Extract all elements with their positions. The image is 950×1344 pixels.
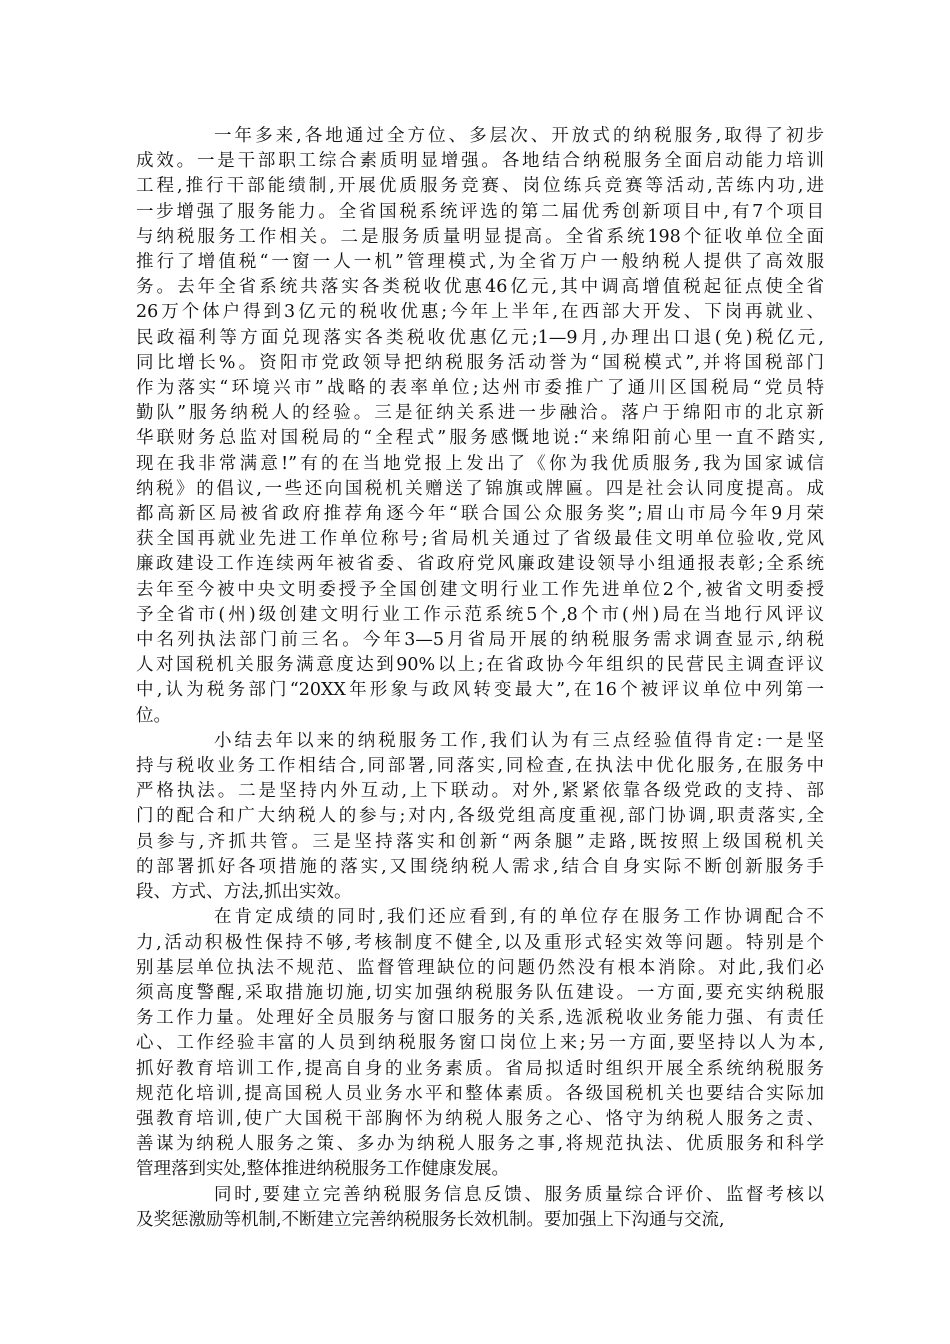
paragraph-line: 及奖惩激励等机制,不断建立完善纳税服务长效机制。要加强上下沟通与交流,	[136, 1209, 725, 1230]
paragraph-line: 26万个体户得到3亿元的税收优惠;今年上半年,在西部大开发、下岗再就业、	[136, 302, 824, 323]
paragraph-line: 员参与,齐抓共管。三是坚持落实和创新“两条腿”走路,既按照上级国税机关	[136, 831, 824, 852]
paragraph-line: 工程,推行干部能绩制,开展优质服务竞赛、岗位练兵竞赛等活动,苦练内功,进	[136, 176, 824, 197]
paragraph-3	[136, 905, 824, 1182]
paragraph-line: 人对国税机关服务满意度达到90%以上;在省政协今年组织的民营民主调查评议	[136, 655, 824, 676]
paragraph-line: 规范化培训,提高国税人员业务水平和整体素质。各级国税机关也要结合实际加	[136, 1083, 824, 1104]
paragraph-4	[136, 1183, 824, 1233]
paragraph-line: 获全国再就业先进工作单位称号;省局机关通过了省级最佳文明单位验收,党风	[136, 529, 824, 550]
paragraph-line: 心、工作经验丰富的人员到纳税服务窗口岗位上来;另一方面,要坚持以人为本,	[136, 1033, 824, 1054]
paragraph-line: 务。去年全省系统共落实各类税收优惠46亿元,其中调高增值税起征点使全省	[136, 277, 824, 298]
paragraph-line: 都高新区局被省政府推荐角逐今年“联合国公众服务奖”;眉山市局今年9月荣	[136, 504, 824, 525]
paragraph-line: 管理落到实处,整体推进纳税服务工作健康发展。	[136, 1159, 510, 1180]
paragraph-line: 严格执法。二是坚持内外互动,上下联动。对外,紧紧依靠各级党政的支持、部	[136, 781, 824, 802]
paragraph-line: 别基层单位执法不规范、监督管理缺位的问题仍然没有根本消除。对此,我们必	[136, 957, 824, 978]
paragraph-line: 现在我非常满意!”有的在当地党报上发出了《你为我优质服务,我为国家诚信	[136, 453, 824, 474]
document-page	[136, 124, 824, 1233]
paragraph-line: 力,活动积极性保持不够,考核制度不健全,以及重形式轻实效等问题。特别是个	[136, 932, 824, 953]
paragraph-line: 华联财务总监对国税局的“全程式”服务感慨地说:“来绵阳前心里一直不踏实,	[136, 428, 824, 449]
paragraph-line: 与纳税服务工作相关。二是服务质量明显提高。全省系统198个征收单位全面	[136, 226, 824, 247]
paragraph-line: 成效。一是干部职工综合素质明显增强。各地结合纳税服务全面启动能力培训	[136, 151, 824, 172]
paragraph-line: 一年多来,各地通过全方位、多层次、开放式的纳税服务,取得了初步	[214, 126, 824, 146]
paragraph-line: 勤队”服务纳税人的经验。三是征纳关系进一步融洽。落户于绵阳市的北京新	[136, 403, 824, 424]
paragraph-line: 在肯定成绩的同时,我们还应看到,有的单位存在服务工作协调配合不	[214, 907, 824, 928]
paragraph-line: 一步增强了服务能力。全省国税系统评选的第二届优秀创新项目中,有7个项目	[136, 201, 824, 222]
paragraph-line: 持与税收业务工作相结合,同部署,同落实,同检查,在执法中优化服务,在服务中	[136, 756, 824, 777]
paragraph-line: 段、方式、方法,抓出实效。	[136, 882, 352, 903]
paragraph-line: 中,认为税务部门“20XX年形象与政风转变最大”,在16个被评议单位中列第一	[136, 680, 824, 701]
paragraph-line: 作为落实“环境兴市”战略的表率单位;达州市委推广了通川区国税局“党员特	[136, 378, 824, 399]
paragraph-line: 的部署抓好各项措施的落实,又围绕纳税人需求,结合自身实际不断创新服务手	[136, 856, 824, 877]
paragraph-1	[136, 124, 824, 729]
paragraph-line: 予全省市(州)级创建文明行业工作示范系统5个,8个市(州)局在当地行风评议	[136, 604, 824, 625]
paragraph-line: 门的配合和广大纳税人的参与;对内,各级党组高度重视,部门协调,职责落实,全	[136, 806, 824, 827]
paragraph-line: 同比增长%。资阳市党政领导把纳税服务活动誉为“国税模式”,并将国税部门	[136, 352, 824, 373]
paragraph-line: 中名列执法部门前三名。今年3—5月省局开展的纳税服务需求调查显示,纳税	[136, 630, 824, 651]
paragraph-line: 推行了增值税“一窗一人一机”管理模式,为全省万户一般纳税人提供了高效服	[136, 252, 824, 273]
paragraph-line: 位。	[136, 705, 171, 726]
paragraph-line: 同时,要建立完善纳税服务信息反馈、服务质量综合评价、监督考核以	[214, 1184, 824, 1205]
paragraph-2	[136, 729, 824, 905]
paragraph-line: 纳税》的倡议,一些还向国税机关赠送了锦旗或牌匾。四是社会认同度提高。成	[136, 478, 824, 499]
paragraph-line: 廉政建设工作连续两年被省委、省政府党风廉政建设领导小组通报表彰;全系统	[136, 554, 824, 575]
paragraph-line: 去年至今被中央文明委授予全国创建文明行业工作先进单位2个,被省文明委授	[136, 579, 824, 600]
paragraph-line: 须高度警醒,采取措施切施,切实加强纳税服务队伍建设。一方面,要充实纳税服	[136, 982, 824, 1003]
paragraph-line: 善谋为纳税人服务之策、多办为纳税人服务之事,将规范执法、优质服务和科学	[136, 1134, 824, 1155]
paragraph-line: 务工作力量。处理好全员服务与窗口服务的关系,选派税收业务能力强、有责任	[136, 1008, 824, 1029]
paragraph-line: 民政福利等方面兑现落实各类税收优惠亿元;1—9月,办理出口退(免)税亿元,	[136, 327, 824, 348]
paragraph-line: 抓好教育培训工作,提高自身的业务素质。省局拟适时组织开展全系统纳税服务	[136, 1058, 824, 1079]
paragraph-line: 强教育培训,使广大国税干部胸怀为纳税人服务之心、恪守为纳税人服务之责、	[136, 1108, 824, 1129]
paragraph-line: 小结去年以来的纳税服务工作,我们认为有三点经验值得肯定:一是坚	[214, 730, 824, 751]
